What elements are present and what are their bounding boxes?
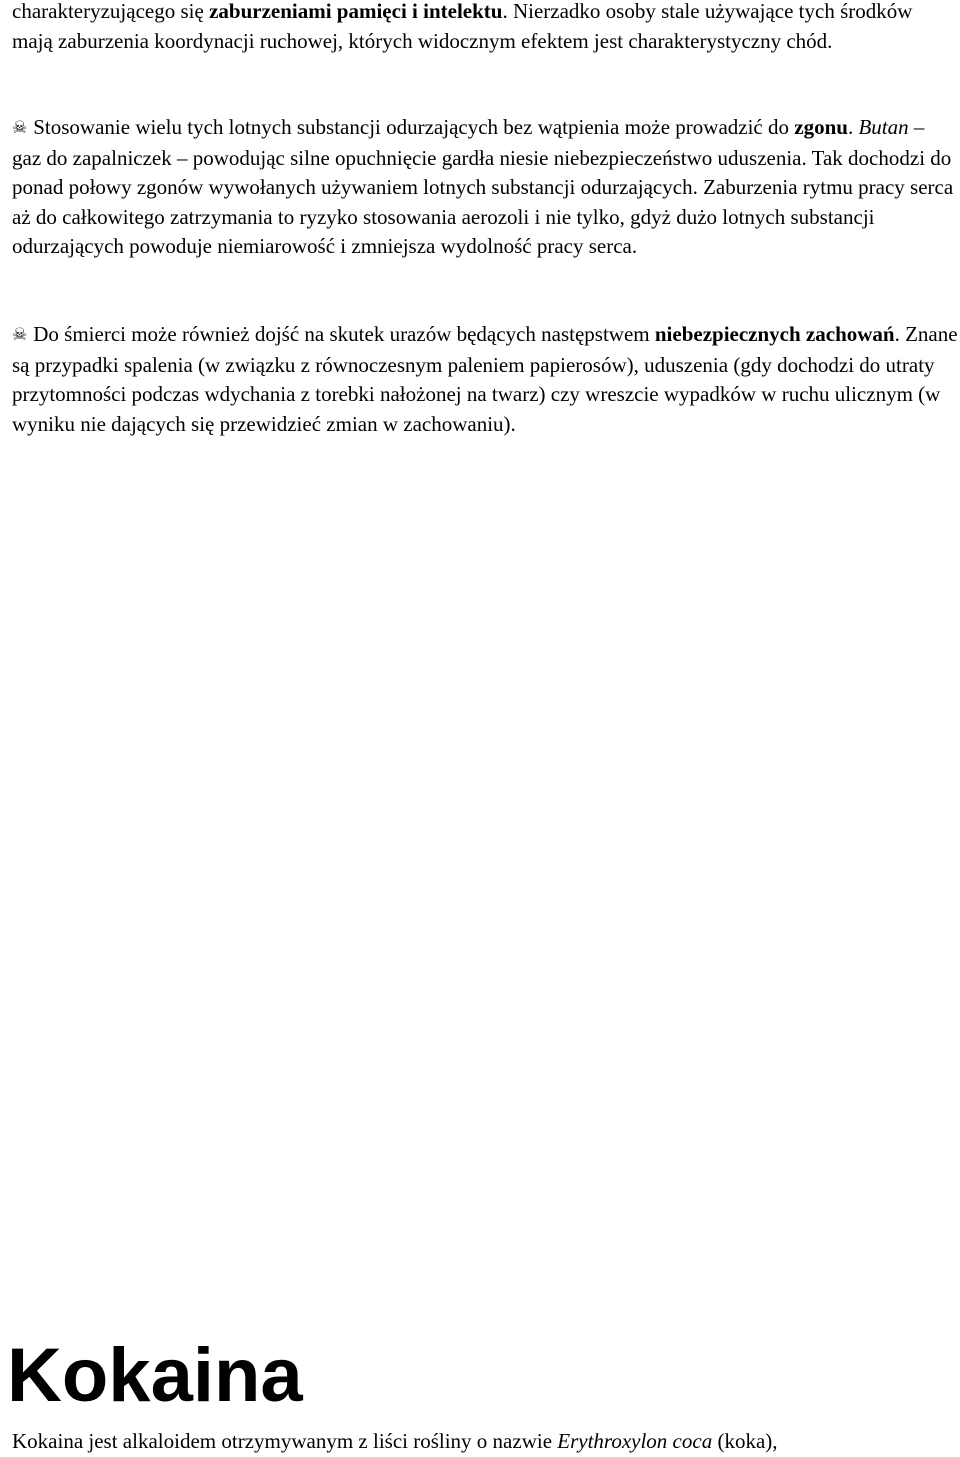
italic-term-butan: Butan	[858, 115, 909, 139]
text-segment: – gaz do zapalniczek – powodując silne opuchnięcie gardła niesie niebezpieczeństwo uduszenia. Tak dochodzi do ponad połowy zgonów wywołanych używaniem lotnych substancji odurzających. Zaburzenia rytmu pracy serca aż do całkowitego zatrzymania to ryzyko stosowania aerozoli i nie tylko, gdyż dużo lotnych substancji odurzających powoduje niemiarowość i zmniejsza wydolność pracy serca.	[12, 115, 954, 258]
italic-term-erythroxylon: Erythroxylon coca	[557, 1429, 713, 1453]
paragraph-dangerous-behaviour	[12, 320, 958, 439]
text-segment: (koka),	[712, 1429, 778, 1453]
section-heading-kokaina: Kokaina	[7, 1333, 303, 1418]
bold-phrase-memory: zaburzeniami pamięci i intelektu	[209, 0, 503, 23]
text-segment: Kokaina jest alkaloidem otrzymywanym z liści rośliny o nazwie	[12, 1429, 558, 1453]
skull-crossbones-icon: ☠	[12, 325, 28, 345]
text-segment: . Nierzadko osoby stale używające tych środków mają zaburzenia koordynacji ruchowej, których widocznym efektem jest charakterystyczny chód.	[12, 0, 913, 53]
text-segment: charakteryzującego się	[12, 0, 210, 23]
paragraph-death-risk	[12, 113, 958, 262]
paragraph-memory-effects	[12, 0, 958, 56]
text-segment: Stosowanie wielu tych lotnych substancji odurzających bez wątpienia może prowadzić do	[33, 115, 795, 139]
bold-phrase-death: zgonu	[794, 115, 848, 139]
text-segment: .	[847, 115, 859, 139]
paragraph-cocaine-intro	[12, 1427, 958, 1457]
text-segment: Do śmierci może również dojść na skutek urazów będących następstwem	[33, 322, 655, 346]
skull-crossbones-icon: ☠	[12, 118, 28, 138]
text-segment: . Znane są przypadki spalenia (w związku z równoczesnym paleniem papierosów), uduszenia (gdy dochodzi do utraty przytomności podczas wdychania z torebki nałożonej na twarz) czy wreszcie wypadków w ruchu ulicznym (w wyniku nie dających się przewidzieć zmian w zachowaniu).	[12, 322, 958, 436]
bold-phrase-dangerous: niebezpiecznych zachowań	[654, 322, 895, 346]
